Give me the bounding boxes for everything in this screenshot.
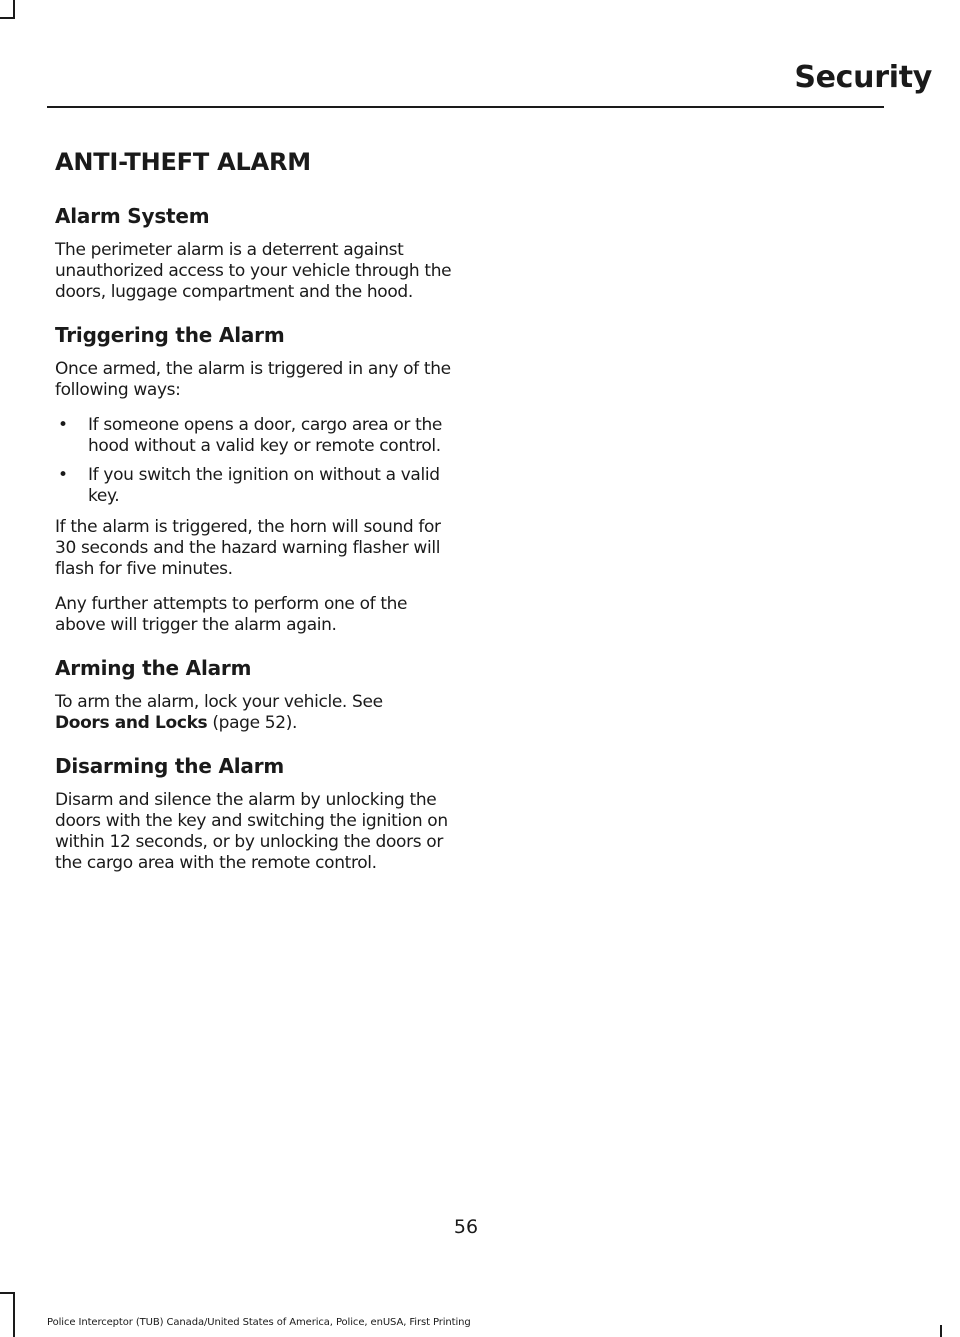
footer-text: Police Interceptor (TUB) Canada/United States of America, Police, enUSA, First Printing: [47, 1317, 471, 1328]
crop-mark-bottom-left-horizontal: [0, 1292, 15, 1294]
trigger-list: [55, 415, 455, 507]
paragraph-trigger-again: Any further attempts to perform one of the above will trigger the alarm again.: [55, 594, 408, 635]
section-title: ANTI-THEFT ALARM: [55, 148, 311, 176]
heading-triggering: Triggering the Alarm: [55, 323, 285, 347]
paragraph-arming: [55, 692, 455, 734]
heading-alarm-system: Alarm System: [55, 204, 210, 228]
header-divider: [47, 106, 884, 108]
crop-mark-bottom-right-vertical: [940, 1325, 942, 1337]
arming-text: To arm the alarm, lock your vehicle. See: [55, 692, 383, 712]
heading-disarming: Disarming the Alarm: [55, 754, 284, 778]
bullet-icon: •: [58, 415, 68, 435]
paragraph-disarming: Disarm and silence the alarm by unlocking the doors with the key and switching the ignition on within 12 seconds, or by unlocking the doors or the cargo area with the remote control.: [55, 790, 448, 873]
list-item: [55, 415, 455, 457]
crop-mark-top-left-horizontal: [0, 17, 15, 19]
page-number: 56: [453, 1216, 479, 1238]
paragraph-trigger-result: If the alarm is triggered, the horn will sound for 30 seconds and the hazard warning flasher will flash for five minutes.: [55, 517, 441, 579]
list-item-text: If you switch the ignition on without a valid key.: [88, 465, 440, 506]
crop-mark-top-left-vertical: [13, 0, 15, 18]
page-reference: (page 52).: [212, 713, 298, 733]
main-content: [55, 144, 455, 888]
page-header-title: Security: [794, 60, 932, 95]
paragraph-triggering-intro: Once armed, the alarm is triggered in any of the following ways:: [55, 359, 451, 400]
list-item: [55, 465, 455, 507]
paragraph-alarm-system: The perimeter alarm is a deterrent against unauthorized access to your vehicle through the doors, luggage compartment and the hood.: [55, 240, 452, 302]
doors-and-locks-link[interactable]: Doors and Locks: [55, 713, 208, 733]
heading-arming: Arming the Alarm: [55, 656, 252, 680]
crop-mark-bottom-left-vertical: [13, 1292, 15, 1337]
list-item-text: If someone opens a door, cargo area or the hood without a valid key or remote control.: [88, 415, 442, 456]
bullet-icon: •: [58, 465, 68, 485]
